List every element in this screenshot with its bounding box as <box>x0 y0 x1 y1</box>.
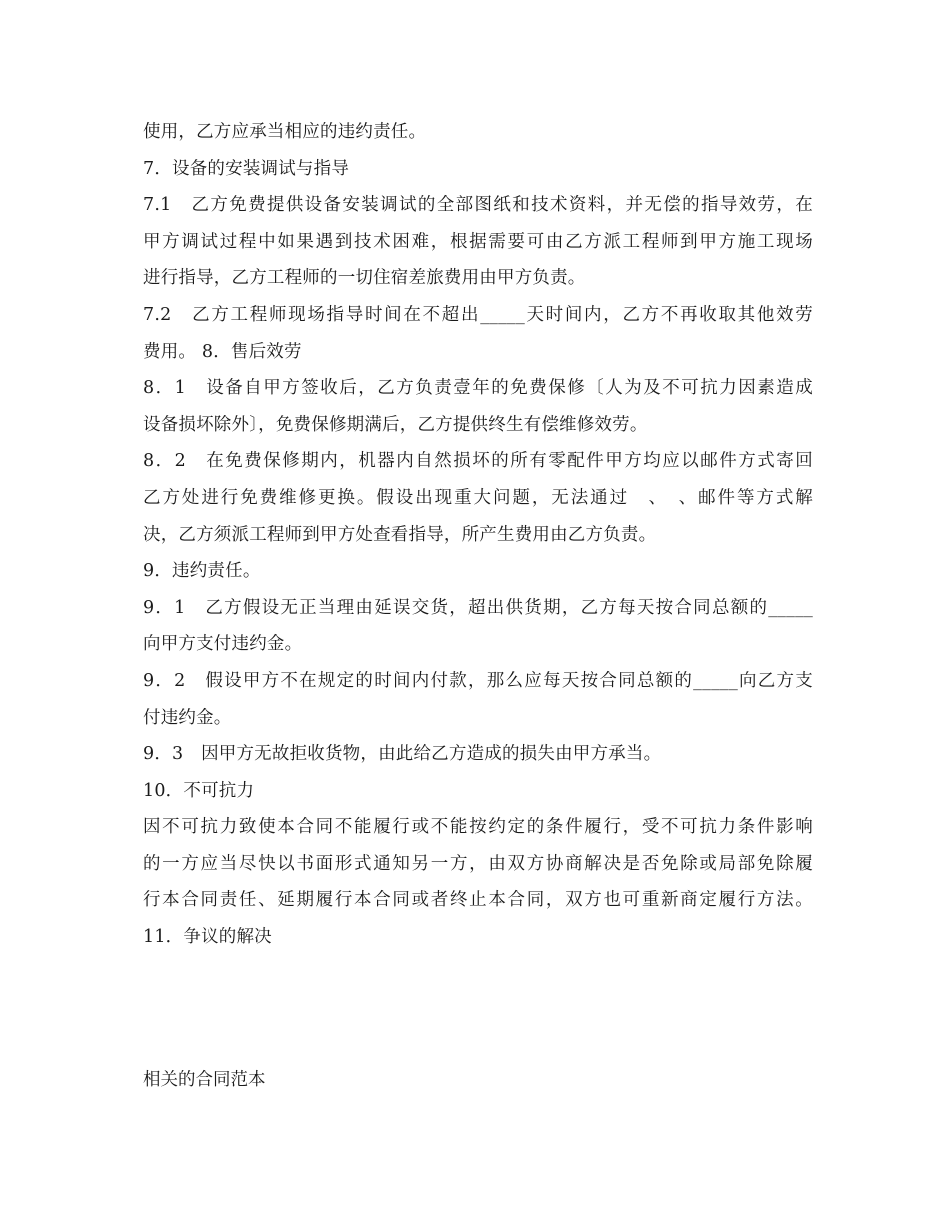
text-line: 决，乙方须派工程师到甲方处查看指导，所产生费用由乙方负责。 <box>143 524 657 545</box>
text-line: 9．2 假设甲方不在规定的时间内付款，那么应每天按合同总额的_____向乙方支 <box>143 670 813 691</box>
text-line: 进行指导，乙方工程师的一切住宿差旅费用由甲方负责。 <box>143 268 586 289</box>
text-line: 的一方应当尽快以书面形式通知另一方，由双方协商解决是否免除或局部免除履 <box>143 853 813 874</box>
text-line: 7．设备的安装调试与指导 <box>143 158 350 179</box>
text-line: 9．违约责任。 <box>143 561 261 582</box>
text-line: 设备损坏除外〕，免费保修期满后，乙方提供终生有偿维修效劳。 <box>143 414 648 435</box>
document-body <box>143 114 813 956</box>
text-line: 因不可抗力致使本合同不能履行或不能按约定的条件履行，受不可抗力条件影响 <box>143 817 813 838</box>
text-line: 费用。 8．售后效劳 <box>143 341 302 362</box>
text-line: 7.2 乙方工程师现场指导时间在不超出_____天时间内，乙方不再收取其他效劳 <box>143 304 813 325</box>
text-line: 甲方调试过程中如果遇到技术困难，根据需要可由乙方派工程师到甲方施工现场 <box>143 231 813 252</box>
text-line: 行本合同责任、延期履行本合同或者终止本合同，双方也可重新商定履行方法。 <box>143 890 813 911</box>
text-line: 9．3 因甲方无故拒收货物，由此给乙方造成的损失由甲方承当。 <box>143 744 662 765</box>
text-line: 乙方处进行免费维修更换。假设出现重大问题，无法通过 、 、邮件等方式解 <box>143 487 813 508</box>
text-line: 7.1 乙方免费提供设备安装调试的全部图纸和技术资料，并无偿的指导效劳，在 <box>143 195 813 216</box>
text-line: 向甲方支付违约金。 <box>143 634 303 655</box>
text-line: 9．1 乙方假设无正当理由延误交货，超出供货期，乙方每天按合同总额的_____ <box>143 597 813 618</box>
text-line: 8．1 设备自甲方签收后，乙方负责壹年的免费保修〔人为及不可抗力因素造成 <box>143 378 813 399</box>
text-line: 付违约金。 <box>143 707 232 728</box>
text-line: 10．不可抗力 <box>143 780 255 801</box>
footer-text: 相关的合同范本 <box>143 1070 266 1090</box>
text-line: 使用，乙方应承当相应的违约责任。 <box>143 122 427 142</box>
text-line: 11．争议的解决 <box>143 927 272 948</box>
text-line: 8．2 在免费保修期内，机器内自然损坏的所有零配件甲方均应以邮件方式寄回 <box>143 451 813 472</box>
